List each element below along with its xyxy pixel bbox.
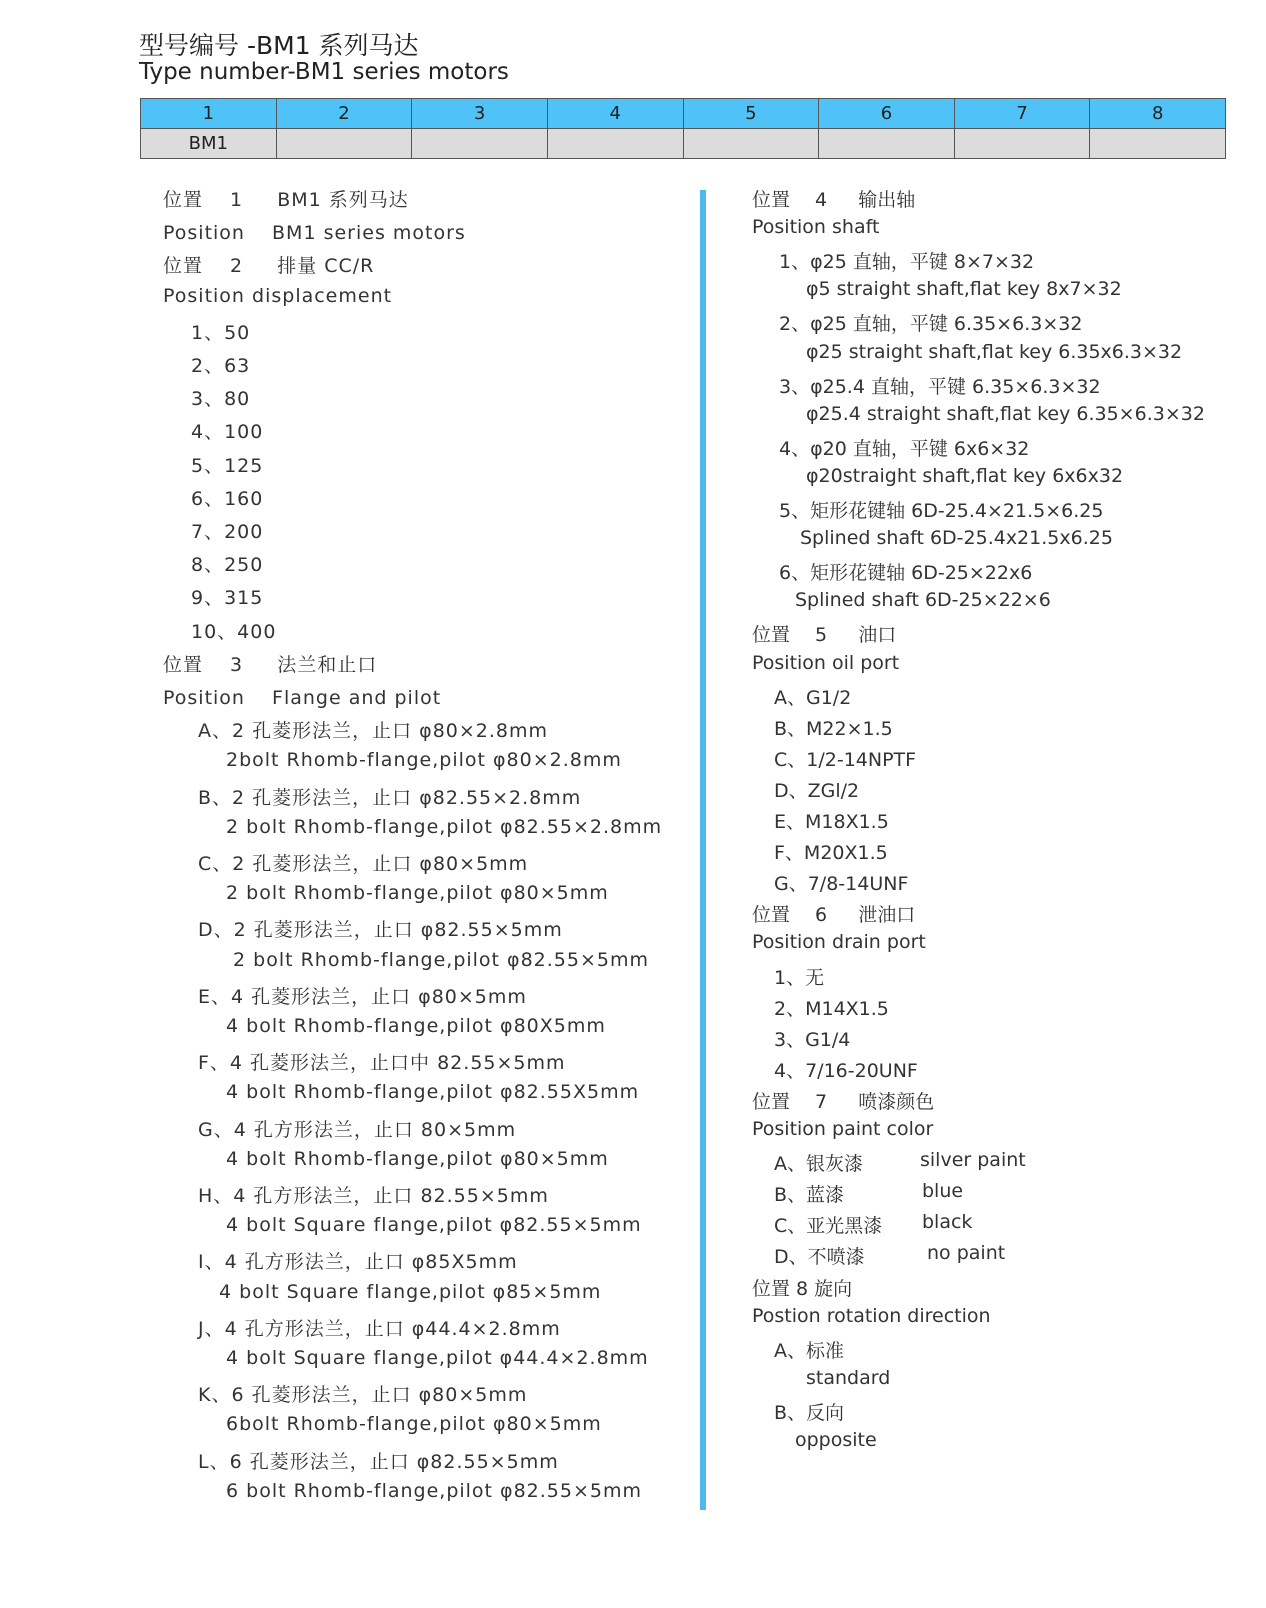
code-value-6 [819,129,955,159]
right-line [774,807,889,834]
right-line-text: E、M18X1.5 [774,811,889,833]
code-table-value-row [141,129,1226,159]
left-line-text: 6、160 [191,487,264,510]
left-line-text: 位置 1 BM1 系列马达 [163,189,409,211]
right-line-translation: black [922,1211,973,1234]
right-line [774,838,888,865]
right-line [779,496,1103,523]
right-line-text: 位置 4 输出轴 [752,189,916,211]
left-line [198,1314,561,1341]
left-line [226,1148,609,1170]
right-line [774,714,893,741]
left-line-text: 2 bolt Rhomb-flange,pilot φ80×5mm [226,882,609,905]
code-col-3: 3 [412,99,548,129]
left-line-text: 4 bolt Square flange,pilot φ85×5mm [219,1280,602,1303]
right-line [779,309,1082,336]
right-line-text: Position oil port [752,651,900,674]
left-line-text: I、4 孔方形法兰，止口 φ85X5mm [198,1251,518,1274]
left-line-text: B、2 孔菱形法兰，止口 φ82.55×2.8mm [198,786,582,809]
left-line [191,484,263,511]
right-line-text: 2、φ25 直轴，平键 6.35×6.3×32 [779,313,1083,336]
left-line [191,384,250,411]
right-line-text: 5、矩形花键轴 6D-25.4×21.5×6.25 [779,500,1104,522]
left-line [191,451,263,478]
right-line [774,1056,918,1083]
left-line [198,1247,518,1274]
left-line [226,1015,606,1037]
right-line-text: 位置 5 油口 [752,624,897,647]
left-line-text: 4、100 [191,421,264,444]
right-line [774,1242,1006,1269]
right-line-text: 4、φ20 直轴，平键 6x6×32 [779,437,1030,460]
left-line-text: 9、315 [191,587,264,610]
left-line [219,1281,601,1303]
left-line [163,251,374,278]
right-line [774,745,916,772]
right-line [774,994,889,1021]
left-line-text: 5、125 [191,454,264,477]
right-line-text: 4、7/16-20UNF [774,1059,918,1082]
model-code-table [140,98,1226,159]
left-line [163,285,392,307]
right-line-text: 位置 7 喷漆颜色 [752,1090,935,1113]
right-line-text: standard [806,1366,891,1389]
left-line-text: 3、80 [191,388,251,411]
left-line [198,1380,527,1407]
left-line-text: H、4 孔方形法兰，止口 82.55×5mm [198,1185,549,1207]
right-line-text: 位置 8 旋向 [752,1277,853,1300]
left-line [191,583,263,610]
right-line-text: 3、φ25.4 直轴，平键 6.35×6.3×32 [779,375,1101,398]
code-col-5: 5 [683,99,819,129]
left-line [198,716,548,743]
right-line [752,652,899,674]
right-line [774,963,824,990]
left-line-text: Position BM1 series motors [163,222,466,245]
left-line [226,1413,602,1435]
left-line [163,218,466,245]
right-line [779,434,1029,461]
left-line-text: D、2 孔菱形法兰，止口 φ82.55×5mm [198,919,563,942]
code-col-6: 6 [819,99,955,129]
left-line [198,1181,549,1208]
code-value-1: BM1 [141,129,277,159]
left-line [191,617,276,644]
right-line [800,527,1113,549]
left-line-text: 1、50 [191,321,251,344]
left-line-text: C、2 孔菱形法兰，止口 φ80×5mm [198,853,529,875]
left-line [198,849,528,876]
code-table-header-row [141,99,1226,129]
column-divider [700,190,706,1510]
left-line [198,1048,566,1075]
right-line [774,1211,973,1238]
right-line [774,776,859,803]
right-line-text: 2、M14X1.5 [774,997,889,1020]
right-line [752,900,915,927]
right-line-text: G、7/8-14UNF [774,873,909,896]
left-line [226,1347,649,1369]
left-line [226,1214,642,1236]
right-line [806,341,1182,363]
right-line [752,185,915,212]
right-line [774,869,908,896]
right-line [774,1025,850,1052]
left-line [191,318,250,345]
code-value-3 [412,129,548,159]
left-line-text: J、4 孔方形法兰，止口 φ44.4×2.8mm [198,1317,561,1340]
code-col-2: 2 [276,99,412,129]
right-line [779,558,1032,585]
code-col-1: 1 [141,99,277,129]
left-line [198,1115,516,1142]
left-line [198,1447,559,1474]
left-line-text: K、6 孔菱形法兰，止口 φ80×5mm [198,1384,528,1407]
right-line-text: A、标准 [774,1339,844,1362]
right-line-text: C、1/2-14NPTF [774,748,917,771]
left-line [163,683,441,710]
code-col-4: 4 [547,99,683,129]
code-col-7: 7 [954,99,1090,129]
code-value-4 [547,129,683,159]
left-line-text: 4 bolt Square flange,pilot φ82.55×5mm [226,1214,642,1237]
right-line-text: Splined shaft 6D-25×22×6 [795,589,1051,612]
left-line-text: 2 bolt Rhomb-flange,pilot φ82.55×5mm [233,948,649,971]
right-line-text: 3、G1/4 [774,1028,851,1051]
right-line-text: B、反向 [774,1401,845,1424]
left-line [198,783,581,810]
left-line [163,185,409,212]
left-line-text: 6 bolt Rhomb-flange,pilot φ82.55×5mm [226,1479,642,1502]
left-line [226,1081,639,1103]
right-line-text: Position shaft [752,216,880,239]
right-line [779,372,1101,399]
right-line [795,1429,877,1451]
right-line-text: A、G1/2 [774,686,852,709]
right-line-translation: silver paint [920,1149,1026,1172]
right-line [752,1305,991,1327]
left-line-text: E、4 孔菱形法兰，止口 φ80×5mm [198,985,527,1008]
right-line-text: D、ZGl/2 [774,779,860,802]
right-line-text: φ5 straight shaft,flat key 8x7×32 [806,278,1122,301]
right-line-text: φ20straight shaft,flat key 6x6x32 [806,464,1124,487]
page-title-cn: 型号编号 -BM1 系列马达 [139,31,419,60]
code-value-7 [954,129,1090,159]
code-value-2 [276,129,412,159]
left-line-text: 2、63 [191,355,251,377]
left-line-text: 4 bolt Rhomb-flange,pilot φ80×5mm [226,1147,609,1170]
left-line-text: L、6 孔菱形法兰，止口 φ82.55×5mm [198,1450,559,1473]
right-line [806,465,1123,487]
right-line-translation: no paint [927,1242,1006,1265]
right-line-text: 1、φ25 直轴，平键 8×7×32 [779,251,1035,274]
code-col-8: 8 [1090,99,1226,129]
left-line-text: 2 bolt Rhomb-flange,pilot φ82.55×2.8mm [226,815,663,838]
right-line [752,1274,852,1301]
right-line-text: Postion rotation direction [752,1304,991,1327]
left-line [198,982,527,1009]
right-line-text: C、亚光黑漆 [774,1215,883,1238]
left-line [226,816,662,838]
page-title-en: Type number-BM1 series motors [139,59,509,85]
left-line [163,650,377,677]
left-line-text: 10、400 [191,620,277,643]
right-line [774,1180,964,1207]
left-line-text: Position displacement [163,284,393,307]
right-line [752,1087,934,1114]
code-value-5 [683,129,819,159]
right-line [774,1149,1026,1176]
right-line-text: D、不喷漆 [774,1246,865,1269]
left-line [191,351,250,378]
right-line [806,1367,890,1389]
left-line-text: 4 bolt Rhomb-flange,pilot φ82.55X5mm [226,1081,640,1104]
right-line-text: B、蓝漆 [774,1184,845,1207]
right-line [779,247,1034,274]
right-line-text: 1、无 [774,966,825,989]
right-line [774,1398,844,1425]
right-line-text: 6、矩形花键轴 6D-25×22x6 [779,562,1033,585]
left-line [198,915,563,942]
right-line [752,931,926,953]
left-line [226,749,622,771]
right-line-text: F、M20X1.5 [774,842,888,865]
left-line-text: 6bolt Rhomb-flange,pilot φ80×5mm [226,1413,602,1436]
right-line [774,683,851,710]
right-line [752,1118,933,1140]
right-line-text: Position drain port [752,931,926,954]
left-line [226,1480,642,1502]
right-line-text: φ25 straight shaft,flat key 6.35x6.3×32 [806,340,1183,363]
left-line-text: 位置 2 排量 CC/R [163,255,375,278]
left-line-text: 7、200 [191,521,264,543]
left-line [191,417,263,444]
left-line-text: 8、250 [191,554,264,577]
right-line-text: opposite [795,1429,877,1451]
right-line [752,216,879,238]
right-line-text: Splined shaft 6D-25.4x21.5x6.25 [800,527,1113,550]
left-line-text: Position Flange and pilot [163,687,442,709]
left-line [226,882,609,904]
left-line-text: G、4 孔方形法兰，止口 80×5mm [198,1118,517,1141]
left-line [191,550,263,577]
right-line [806,278,1122,300]
left-line-text: A、2 孔菱形法兰，止口 φ80×2.8mm [198,720,549,743]
right-line [774,1336,844,1363]
right-line [795,589,1051,611]
right-line-text: 位置 6 泄油口 [752,904,916,927]
left-line [191,517,263,544]
right-line-translation: blue [922,1180,964,1203]
right-line-text: B、M22×1.5 [774,717,893,740]
left-line [233,949,649,971]
right-line [752,620,896,647]
right-line-text: A、银灰漆 [774,1153,863,1176]
right-line-text: Position paint color [752,1118,934,1140]
code-value-8 [1090,129,1226,159]
right-line-text: φ25.4 straight shaft,flat key 6.35×6.3×32 [806,402,1205,425]
left-line-text: F、4 孔菱形法兰，止口中 82.55×5mm [198,1052,566,1075]
right-line [806,403,1205,425]
left-line-text: 4 bolt Square flange,pilot φ44.4×2.8mm [226,1347,649,1369]
left-line-text: 4 bolt Rhomb-flange,pilot φ80X5mm [226,1015,606,1037]
left-line-text: 2bolt Rhomb-flange,pilot φ80×2.8mm [226,749,622,772]
left-line-text: 位置 3 法兰和止口 [163,653,378,676]
